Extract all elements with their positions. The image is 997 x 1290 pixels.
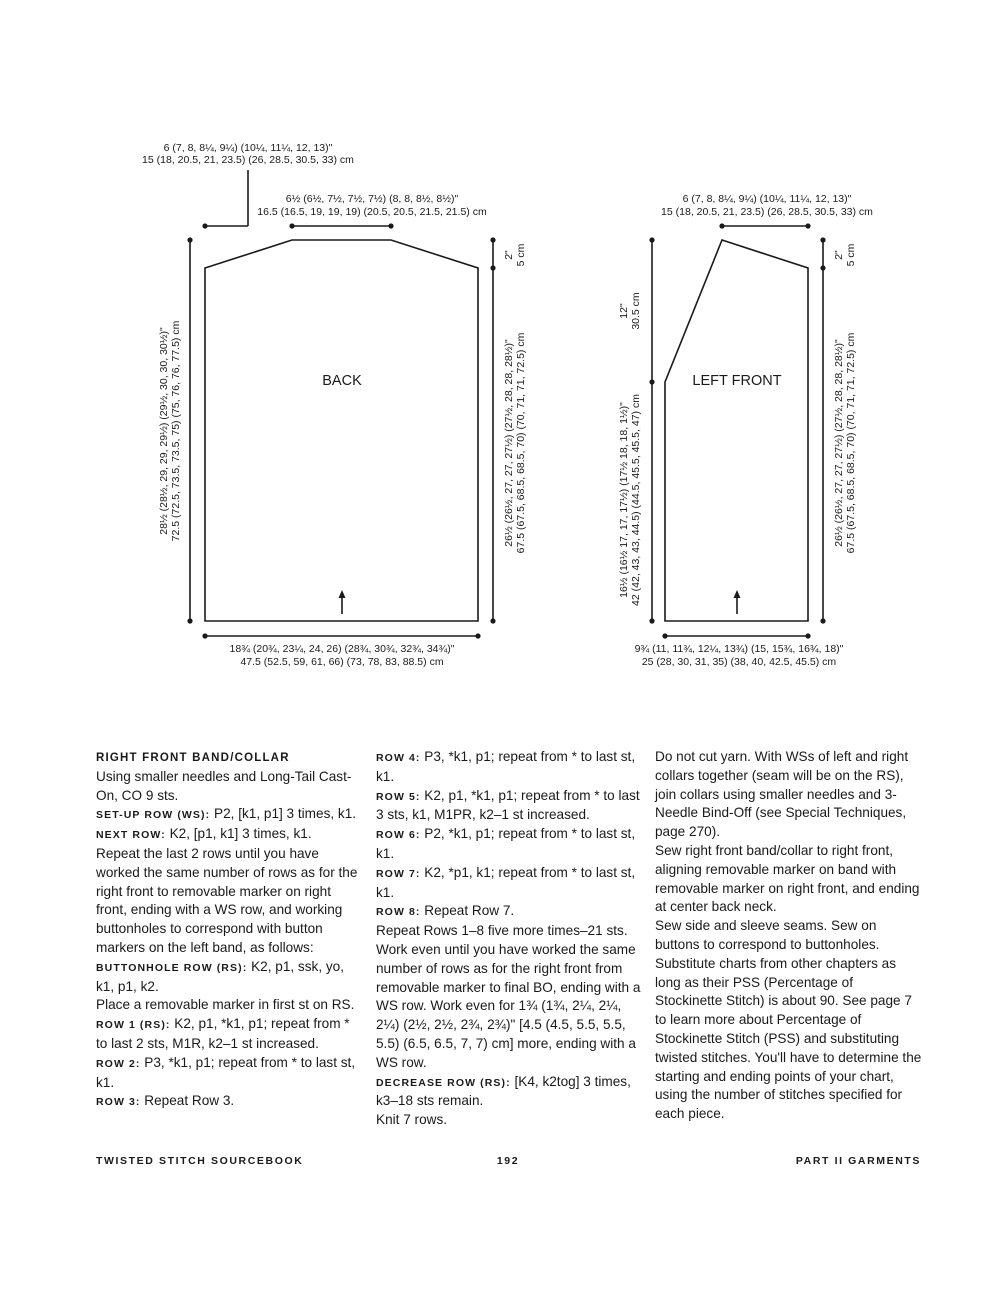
back-shoulder-in: 6 (7, 8, 8¼, 9¼) (10¼, 11¼, 12, 13)" xyxy=(163,142,333,154)
instruction-row: ROW 5: K2, p1, *k1, p1; repeat from * to last 3 sts, k1, M1PR, k2–1 st increased. xyxy=(376,787,640,823)
front-neck-depth-cm: 30.5 cm xyxy=(630,292,642,330)
paragraph: Sew side and sleeve seams. Sew on buttons to correspond to buttonholes. xyxy=(655,918,880,952)
paragraph: Place a removable marker in first st on RS. xyxy=(96,997,355,1013)
left-front-label: LEFT FRONT xyxy=(692,373,782,389)
column-3 xyxy=(655,748,923,1124)
back-slope-cm: 5 cm xyxy=(515,243,527,267)
instruction-row: DECREASE ROW (RS): [K4, k2tog] 3 times, k3–18 sts remain. xyxy=(376,1073,631,1109)
paragraph: Sew right front band/collar to right front, aligning removable marker on band with removable marker on right front, and ending at center back neck. xyxy=(655,842,920,915)
instruction-row: ROW 6: P2, *k1, p1; repeat from * to last st, k1. xyxy=(376,826,636,861)
back-slope-in: 2" xyxy=(503,250,515,260)
front-width-cm: 25 (28, 30, 31, 35) (38, 40, 42.5, 45.5) cm xyxy=(641,656,837,668)
instruction-row: ROW 2: P3, *k1, p1; repeat from * to last st, k1. xyxy=(96,1054,356,1090)
paragraph: Work even until you have worked the same number of rows as for the right front from removable marker to final BO, ending with a WS row. Work even for 1¾ (1¾, 2¼, 2¼, 2¼) (2½, 2½, 2¾, 2¾)" [4.5 (4.5, 5.5, 5.5, 5.5) (6.5, 6.5, 7, 7) cm] more, ending with a WS row. xyxy=(376,941,641,1070)
page-number: 192 xyxy=(496,1155,520,1167)
instruction-row: BUTTONHOLE ROW (RS): K2, p1, ssk, yo, k1, p1, k2. xyxy=(96,958,345,994)
instruction-row: SET-UP ROW (WS): P2, [k1, p1] 3 times, k1. xyxy=(96,806,357,822)
paragraph: Repeat the last 2 rows until you have worked the same number of rows as for the right front to removable marker on right front, ending with a WS row, and working buttonholes to correspond with button markers on the left band, as follows: xyxy=(96,845,358,955)
instruction-row: ROW 7: K2, *p1, k1; repeat from * to last st, k1. xyxy=(376,864,636,900)
instruction-row: ROW 3: Repeat Row 3. xyxy=(96,1093,235,1109)
column-1 xyxy=(96,748,364,1112)
back-length-in: 28½ (28½, 29, 29, 29½) (29½, 30, 30, 30½)" xyxy=(158,327,170,535)
instruction-row: ROW 4: P3, *k1, p1; repeat from * to last st, k1. xyxy=(376,749,636,784)
column-2 xyxy=(376,748,644,1130)
instruction-row: ROW 8: Repeat Row 7. xyxy=(376,903,515,919)
back-side-cm: 67.5 (67.5, 68.5, 68.5, 70) (70, 71, 71, 72.5) cm xyxy=(515,332,527,554)
paragraph: Using smaller needles and Long-Tail Cast-On, CO 9 sts. xyxy=(96,768,352,803)
front-side-cm: 67.5 (67.5, 68.5, 68.5, 70) (70, 71, 71, 72.5) cm xyxy=(845,332,857,554)
footer-section: PART II GARMENTS xyxy=(795,1155,921,1167)
instruction-row: ROW 1 (RS): K2, p1, *k1, p1; repeat from * to last 2 sts, M1R, k2–1 st increased. xyxy=(96,1016,350,1051)
back-piece-outline xyxy=(205,240,478,621)
front-lower-in: 16½ (16½ 17, 17, 17½) (17½ 18, 18, 1½)" xyxy=(618,402,630,598)
back-width-in: 18¾ (20¾, 23¼, 24, 26) (28¾, 30¾, 32¾, 34¾)" xyxy=(229,643,455,655)
front-width-in: 9¾ (11, 11¾, 12¼, 13¾) (15, 15¾, 16¾, 18)" xyxy=(634,643,844,655)
footer-book-title: TWISTED STITCH SOURCEBOOK xyxy=(96,1155,304,1167)
back-neck-cm: 16.5 (16.5, 19, 19, 19) (20.5, 20.5, 21.5, 21.5) cm xyxy=(257,206,487,218)
instruction-row: NEXT ROW: K2, [p1, k1] 3 times, k1. xyxy=(96,826,312,842)
front-shoulder-cm: 15 (18, 20.5, 21, 23.5) (26, 28.5, 30.5, 33) cm xyxy=(661,206,873,218)
paragraph: Substitute charts from other chapters as long as their PSS (Percentage of Stockinette Stitch) is about 90. See page 7 to learn more about Percentage of Stockinette Stitch (PSS) and substituting twisted stitches. You'll have to determine the starting and ending points of your chart, using the number of stitches specified for each piece. xyxy=(655,955,922,1122)
back-width-cm: 47.5 (52.5, 59, 61, 66) (73, 78, 83, 88.5) cm xyxy=(240,656,444,668)
section-heading: RIGHT FRONT BAND/COLLAR xyxy=(96,752,290,764)
back-neck-in: 6½ (6½, 7½, 7½, 7½) (8, 8, 8½, 8½)" xyxy=(285,193,459,205)
paragraph: Do not cut yarn. With WSs of left and right collars together (seam will be on the RS), join collars using smaller needles and 3-Needle Bind-Off (see Special Techniques, page 270). xyxy=(655,749,909,840)
front-shoulder-in: 6 (7, 8, 8¼, 9¼) (10¼, 11¼, 12, 13)" xyxy=(682,193,852,205)
back-label: BACK xyxy=(322,373,362,389)
back-length-cm: 72.5 (72.5, 73.5, 73.5, 75) (75, 76, 76, 77.5) cm xyxy=(170,320,182,542)
front-slope-cm: 5 cm xyxy=(845,243,857,267)
front-neck-depth-in: 12" xyxy=(618,303,630,319)
left-front-piece-outline xyxy=(665,240,808,621)
paragraph: Knit 7 rows. xyxy=(376,1112,448,1128)
front-slope-in: 2" xyxy=(833,250,845,260)
back-side-in: 26½ (26½, 27, 27, 27½) (27½, 28, 28, 28½)" xyxy=(503,339,515,547)
front-side-in: 26½ (26½, 27, 27, 27½) (27½, 28, 28, 28½)" xyxy=(833,339,845,547)
back-shoulder-cm: 15 (18, 20.5, 21, 23.5) (26, 28.5, 30.5, 33) cm xyxy=(142,154,354,166)
front-lower-cm: 42 (42, 43, 43, 44.5) (44.5, 45.5, 45.5, 47) cm xyxy=(630,394,642,606)
paragraph: Repeat Rows 1–8 five more times–21 sts. xyxy=(376,923,628,939)
